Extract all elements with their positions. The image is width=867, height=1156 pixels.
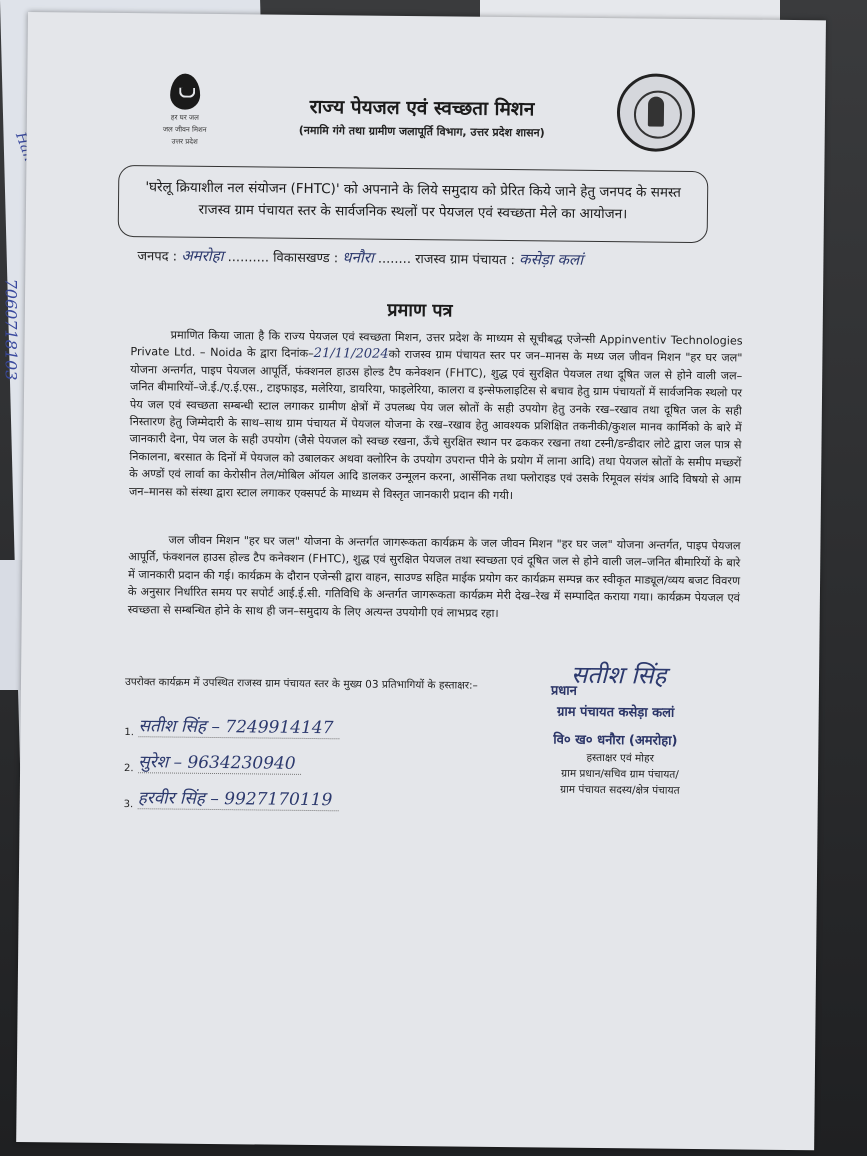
panchayat-value: कसेड़ा कलां bbox=[519, 250, 584, 269]
district-label: जनपद : bbox=[137, 249, 178, 265]
caption-line-3: ग्राम पंचायत सदस्य/क्षेत्र पंचायत bbox=[560, 783, 680, 797]
paragraph-1-part-b: को राजस्व ग्राम पंचायत स्तर पर जन–मानस के मध्य जल जीवन मिशन "हर घर जल" योजना अन्तर्गत, पाइप पेयजल आपूर्ति, फंक्शनल हाउस होल्ड टैप कनेक्शन (FHTC), शुद्ध एवं सुरक्षित पेयजल तथा दूषित जल से होने वाली जल–जनित बीमारियों–जे.ई./ए.ई.एस., टाइफाइड, मलेरिया, डायरिया, फाइलेरिया, कालरा व इन्सेफलाइटिस से बचाव हेतु ग्राम पंचायतों में सार्वजनिक स्थलो पर पेय जल एवं स्वच्छता सम्बन्धी स्टाल लगाकर ग्रामीण क्षेत्रों में उपलब्ध पेय जल स्रोतों के सही उपयोग हेतु उनके रख–रखाव तथा दूषित जल के सही निस्तारण हेतु जिम्मेदारी के साथ–साथ ग्राम पंचायत में पेयजल योजना के रख–रखाव हेतु आवश्यक प्रशिक्षित तकनीकी/कुशल मानव कार्मिको के बारे में जानकारी देना, पेय जल के सही उपयोग (जैसे पेयजल को स्वच्छ रखना, ऊँचे सुरक्षित स्थान पर ढककर रखना तथा टस्नी/डन्डीदार लोटे द्वारा जल पात्र से निकालना, बरसात के दिनों में पेयजल को उबालकर अथवा क्लोरिन के उपयोग उपरान्त पीने के प्रयोग में लाना आदि) तथा पेयजल स्रोतों के समीप मच्छरों के अण्डों एवं लार्वा का केरोसीन तेल/मोबिल ऑयल आदि डालकर उन्मूलन करना, आर्सेनिक तथा फ्लोराइड एवं उसके रिमूवल संयंत्र आदि विषयो से आम जन–मानस को संस्था द्वारा स्टाल लगाकर एक्सपर्ट के माध्यम से विस्तृत जानकारी प्रदान की गयी। bbox=[128, 348, 743, 502]
paragraph-1-part-a: प्रमाणित किया जाता है कि राज्य पेयजल एवं स्वच्छता मिशन, उत्तर प्रदेश के माध्यम से सूचीबद्ध एजेन्सी Appinventiv Technologies Private Ltd. – Noida के द्वारा दिनांक– bbox=[130, 328, 743, 361]
mission-subtitle: (नमामि गंगे तथा ग्रामीण जलापूर्ति विभाग, उत्तर प्रदेश शासन) bbox=[298, 123, 545, 140]
block-value: धनौरा bbox=[342, 248, 374, 267]
event-date: 21/11/2024 bbox=[313, 346, 389, 363]
certificate-page bbox=[16, 12, 826, 1150]
participant-3-signature: हरवीर सिंह – 9927170119 bbox=[138, 785, 339, 811]
logo-line-3: उत्तर प्रदेश bbox=[171, 137, 198, 146]
stamp-line-2: वि० ख० धनौरा (अमरोहा) bbox=[553, 732, 678, 749]
side-note-b: 7060718103 bbox=[1, 278, 21, 381]
logo-line-2: जल जीवन मिशन bbox=[162, 125, 207, 134]
block-label: विकासखण्ड : bbox=[273, 250, 339, 267]
certificate-title: प्रमाण पत्र bbox=[387, 299, 453, 322]
pradhan-signature: सतीश सिंह bbox=[570, 660, 667, 690]
pradhan-role-stamp: प्रधान bbox=[550, 683, 577, 699]
paragraph-3: उपरोक्त कार्यक्रम में उपस्थित राजस्व ग्राम पंचायत स्तर के मुख्य 03 प्रतिभागियों के हस्ताक्षर:– bbox=[124, 676, 478, 692]
paragraph-2: जल जीवन मिशन "हर घर जल" योजना के अन्तर्गत जागरूकता कार्यक्रम के जल जीवन मिशन "हर घर जल" योजना अन्तर्गत, पाइप पेयजल आपूर्ति, फंक्शनल हाउस होल्ड टैप कनेक्शन (FHTC), शुद्ध एवं सुरक्षित पेयजल तथा स्वच्छता एवं दूषित जल से होने वाली जल–जनित बीमारियों के बारे में जानकारी प्रदान की गई। कार्यक्रम के दौरान एजेन्सी द्वारा वाहन, साउण्ड सहित माईक प्रयोग कर कार्यक्रम सम्पन्न कर स्वीकृत माड्यूल/व्यय बजट विवरण के अनुसार निर्धारित समय पर सपोर्ट आई.ई.सी. गतिविधि के अन्तर्गत जागरूकता कार्यक्रम मेरी देख–रेख में सम्पादित कराया गया। कार्यक्रम पेयजल एवं स्वच्छता से सम्बन्धित होने के साथ ही जन–समुदाय के लिए अत्यन्त उपयोगी एवं लाभप्रद रहा। bbox=[127, 533, 741, 620]
signature-caption bbox=[525, 749, 715, 799]
location-row: जनपद : अमरोहा .......... विकासखण्ड : धनौरा ........ राजस्व ग्राम पंचायत : कसेड़ा कलां bbox=[137, 246, 584, 269]
caption-line-1: हस्ताक्षर एवं मोहर bbox=[586, 751, 654, 765]
participant-2: 2. सुरेश – 9634230940 bbox=[124, 749, 444, 788]
participant-1: 1. सतीश सिंह – 7249914147 bbox=[124, 713, 444, 752]
participant-1-signature: सतीश सिंह – 7249914147 bbox=[138, 713, 339, 739]
mission-title: राज्य पेयजल एवं स्वच्छता मिशन bbox=[309, 95, 535, 121]
event-banner: 'घरेलू क्रियाशील नल संयोजन (FHTC)' को अपनाने के लिये समुदाय को प्रेरित किये जाने हेतु जनपद के समस्त राजस्व ग्राम पंचायत स्तर के सार्वजनिक स्थलों पर पेयजल एवं स्वच्छता मेले का आयोजन। bbox=[118, 165, 709, 243]
district-value: अमरोहा bbox=[181, 246, 224, 266]
participant-3: 3. हरवीर सिंह – 9927170119 bbox=[124, 785, 444, 824]
panchayat-label: राजस्व ग्राम पंचायत : bbox=[415, 252, 516, 269]
caption-line-2: ग्राम प्रधान/सचिव ग्राम पंचायत/ bbox=[561, 767, 679, 781]
participant-signatures bbox=[124, 713, 445, 824]
participant-2-signature: सुरेश – 9634230940 bbox=[138, 749, 302, 775]
paragraph-1 bbox=[129, 326, 743, 506]
panchayat-stamp bbox=[525, 701, 705, 749]
stamp-line-1: ग्राम पंचायत कसेड़ा कलां bbox=[556, 704, 675, 721]
logo-line-1: हर घर जल bbox=[170, 113, 199, 122]
